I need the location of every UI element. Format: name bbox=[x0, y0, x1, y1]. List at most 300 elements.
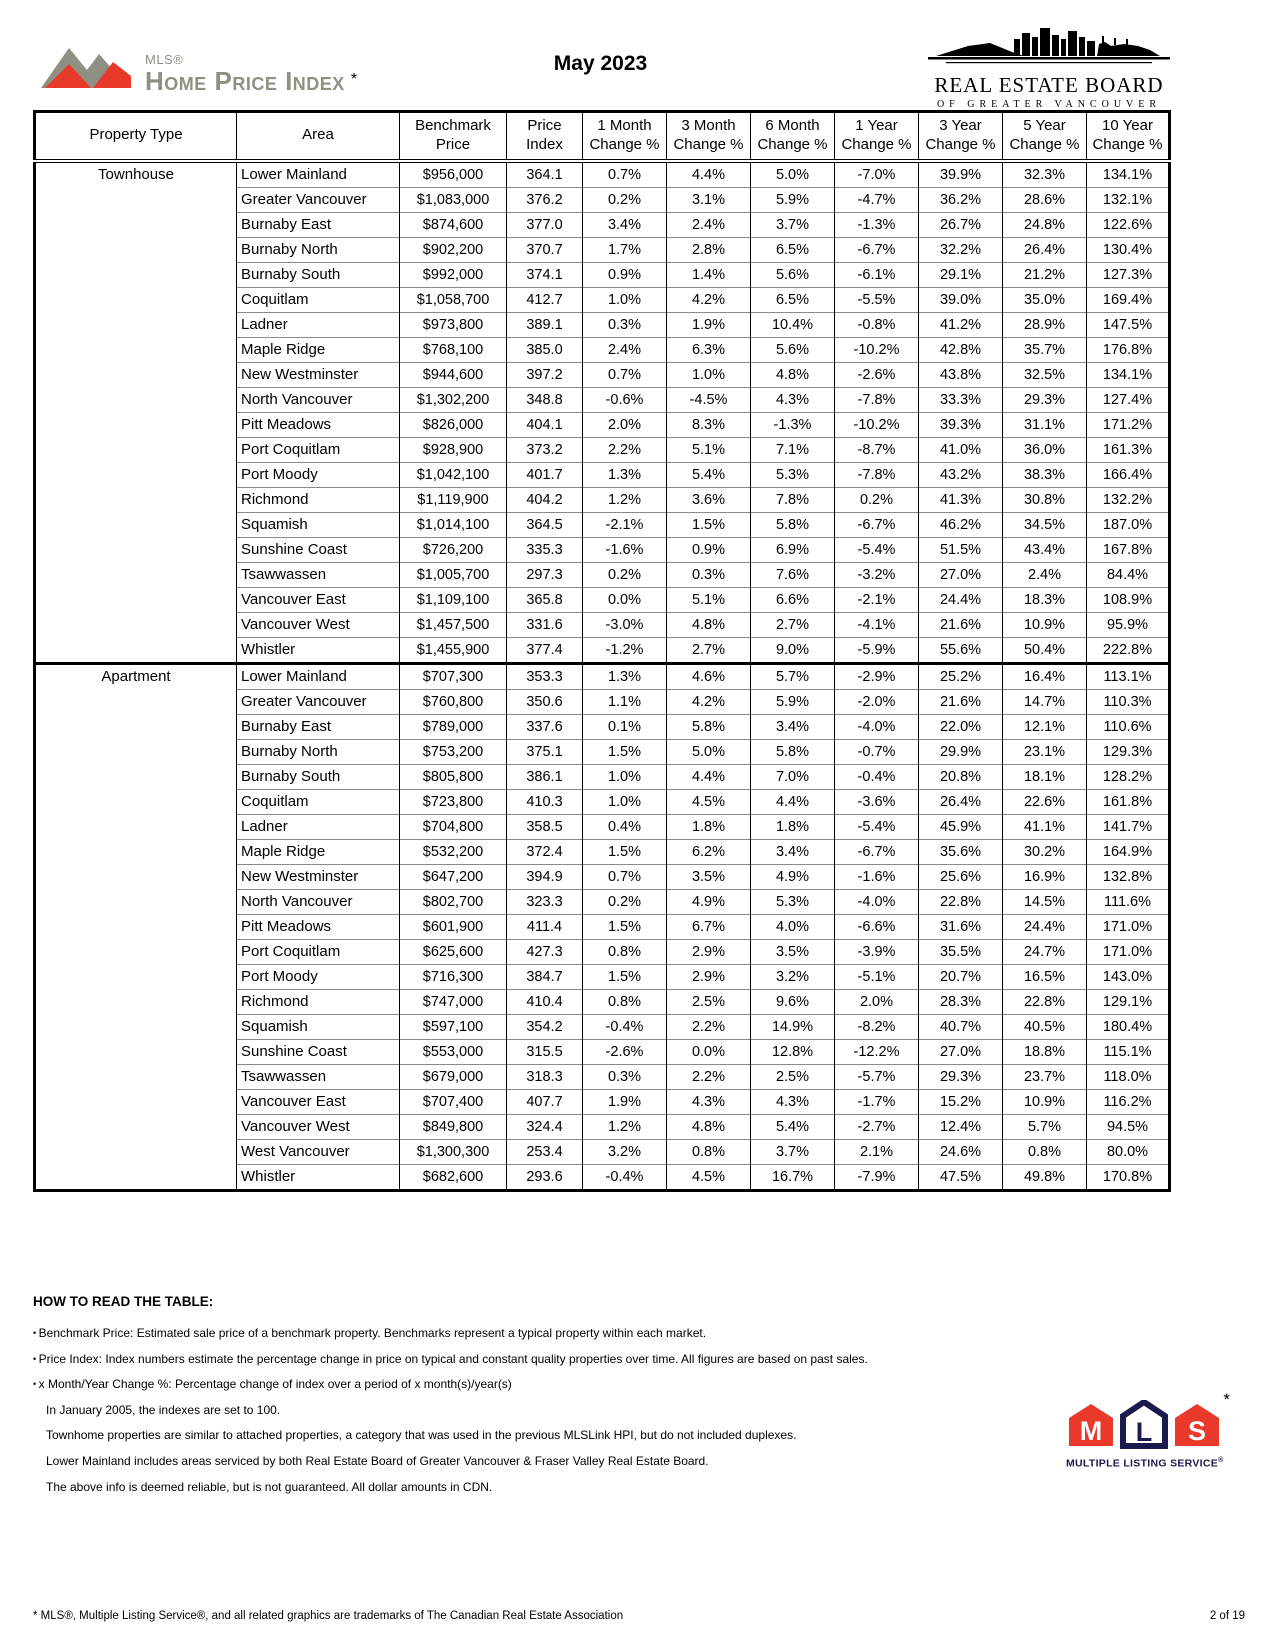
value-cell: 43.8% bbox=[919, 362, 1003, 387]
area-cell: Burnaby North bbox=[237, 237, 400, 262]
value-cell: $802,700 bbox=[400, 889, 507, 914]
area-cell: Port Moody bbox=[237, 462, 400, 487]
value-cell: 6.7% bbox=[667, 914, 751, 939]
value-cell: 5.6% bbox=[751, 337, 835, 362]
value-cell: 364.5 bbox=[507, 512, 583, 537]
value-cell: 3.4% bbox=[583, 212, 667, 237]
area-cell: Tsawwassen bbox=[237, 1064, 400, 1089]
value-cell: 4.2% bbox=[667, 689, 751, 714]
hpi-mls-label: MLS® bbox=[145, 52, 184, 67]
area-cell: Greater Vancouver bbox=[237, 187, 400, 212]
value-cell: 0.8% bbox=[667, 1139, 751, 1164]
value-cell: 161.8% bbox=[1087, 789, 1170, 814]
area-cell: Vancouver East bbox=[237, 1089, 400, 1114]
value-cell: -6.7% bbox=[835, 839, 919, 864]
area-cell: Maple Ridge bbox=[237, 337, 400, 362]
value-cell: 5.4% bbox=[751, 1114, 835, 1139]
value-cell: -8.2% bbox=[835, 1014, 919, 1039]
value-cell: 35.7% bbox=[1003, 337, 1087, 362]
value-cell: 0.9% bbox=[667, 537, 751, 562]
area-cell: Ladner bbox=[237, 312, 400, 337]
svg-text:S: S bbox=[1187, 1416, 1207, 1446]
value-cell: -4.7% bbox=[835, 187, 919, 212]
value-cell: $532,200 bbox=[400, 839, 507, 864]
value-cell: 375.1 bbox=[507, 739, 583, 764]
value-cell: -0.7% bbox=[835, 739, 919, 764]
value-cell: $1,457,500 bbox=[400, 612, 507, 637]
value-cell: 28.9% bbox=[1003, 312, 1087, 337]
value-cell: $944,600 bbox=[400, 362, 507, 387]
value-cell: 331.6 bbox=[507, 612, 583, 637]
value-cell: 4.5% bbox=[667, 1164, 751, 1190]
value-cell: 401.7 bbox=[507, 462, 583, 487]
value-cell: 3.5% bbox=[751, 939, 835, 964]
registered-mark: ® bbox=[1218, 1457, 1224, 1464]
value-cell: 384.7 bbox=[507, 964, 583, 989]
value-cell: 20.7% bbox=[919, 964, 1003, 989]
value-cell: $1,005,700 bbox=[400, 562, 507, 587]
property-type-cell: Apartment bbox=[35, 663, 237, 1190]
value-cell: 0.2% bbox=[583, 562, 667, 587]
area-cell: West Vancouver bbox=[237, 1139, 400, 1164]
value-cell: -0.4% bbox=[835, 764, 919, 789]
note-lower-mainland: Lower Mainland includes areas serviced by both Real Estate Board of Greater Vancouver & Fraser Valley Real Estate Board. bbox=[46, 1453, 709, 1468]
value-cell: 134.1% bbox=[1087, 161, 1170, 188]
value-cell: 5.7% bbox=[751, 663, 835, 689]
value-cell: 376.2 bbox=[507, 187, 583, 212]
mls-caption-text: MULTIPLE LISTING SERVICE bbox=[1066, 1457, 1219, 1470]
value-cell: -7.8% bbox=[835, 462, 919, 487]
value-cell: 16.4% bbox=[1003, 663, 1087, 689]
value-cell: 22.0% bbox=[919, 714, 1003, 739]
value-cell: 51.5% bbox=[919, 537, 1003, 562]
value-cell: 132.2% bbox=[1087, 487, 1170, 512]
hpi-table bbox=[33, 110, 1171, 1192]
value-cell: $928,900 bbox=[400, 437, 507, 462]
value-cell: 94.5% bbox=[1087, 1114, 1170, 1139]
value-cell: -4.1% bbox=[835, 612, 919, 637]
value-cell: $760,800 bbox=[400, 689, 507, 714]
value-cell: $625,600 bbox=[400, 939, 507, 964]
value-cell: 1.5% bbox=[667, 512, 751, 537]
value-cell: $704,800 bbox=[400, 814, 507, 839]
value-cell: 41.1% bbox=[1003, 814, 1087, 839]
area-cell: Lower Mainland bbox=[237, 663, 400, 689]
value-cell: 2.2% bbox=[667, 1064, 751, 1089]
value-cell: 171.0% bbox=[1087, 914, 1170, 939]
value-cell: 167.8% bbox=[1087, 537, 1170, 562]
value-cell: 25.2% bbox=[919, 663, 1003, 689]
value-cell: 348.8 bbox=[507, 387, 583, 412]
header-row bbox=[35, 112, 1170, 161]
page-footer bbox=[33, 1610, 1245, 1622]
value-cell: 404.2 bbox=[507, 487, 583, 512]
value-cell: 2.1% bbox=[835, 1139, 919, 1164]
value-cell: -0.4% bbox=[583, 1014, 667, 1039]
value-cell: -5.4% bbox=[835, 537, 919, 562]
value-cell: 45.9% bbox=[919, 814, 1003, 839]
value-cell: 29.1% bbox=[919, 262, 1003, 287]
value-cell: -4.5% bbox=[667, 387, 751, 412]
column-header: Price Index bbox=[507, 112, 583, 161]
value-cell: 95.9% bbox=[1087, 612, 1170, 637]
value-cell: 36.0% bbox=[1003, 437, 1087, 462]
value-cell: 2.7% bbox=[751, 612, 835, 637]
value-cell: $902,200 bbox=[400, 237, 507, 262]
value-cell: 14.7% bbox=[1003, 689, 1087, 714]
value-cell: 34.5% bbox=[1003, 512, 1087, 537]
value-cell: 0.2% bbox=[583, 187, 667, 212]
value-cell: 128.2% bbox=[1087, 764, 1170, 789]
value-cell: -10.2% bbox=[835, 412, 919, 437]
column-header: 3 Year Change % bbox=[919, 112, 1003, 161]
value-cell: 6.6% bbox=[751, 587, 835, 612]
value-cell: 407.7 bbox=[507, 1089, 583, 1114]
value-cell: 50.4% bbox=[1003, 637, 1087, 663]
value-cell: $874,600 bbox=[400, 212, 507, 237]
note-disclaimer: The above info is deemed reliable, but is not guaranteed. All dollar amounts in CDN. bbox=[46, 1479, 493, 1494]
value-cell: 21.6% bbox=[919, 612, 1003, 637]
column-header: 1 Month Change % bbox=[583, 112, 667, 161]
table-row bbox=[35, 663, 1170, 689]
value-cell: 0.8% bbox=[1003, 1139, 1087, 1164]
value-cell: 26.7% bbox=[919, 212, 1003, 237]
value-cell: 7.8% bbox=[751, 487, 835, 512]
value-cell: 386.1 bbox=[507, 764, 583, 789]
area-cell: Ladner bbox=[237, 814, 400, 839]
value-cell: 28.3% bbox=[919, 989, 1003, 1014]
value-cell: 134.1% bbox=[1087, 362, 1170, 387]
value-cell: 404.1 bbox=[507, 412, 583, 437]
area-cell: Burnaby South bbox=[237, 764, 400, 789]
board-name: REAL ESTATE BOARD bbox=[934, 73, 1164, 97]
value-cell: 35.0% bbox=[1003, 287, 1087, 312]
value-cell: 141.7% bbox=[1087, 814, 1170, 839]
value-cell: -2.0% bbox=[835, 689, 919, 714]
column-header: Property Type bbox=[35, 112, 237, 161]
value-cell: 4.9% bbox=[751, 864, 835, 889]
value-cell: $679,000 bbox=[400, 1064, 507, 1089]
value-cell: $753,200 bbox=[400, 739, 507, 764]
value-cell: 5.1% bbox=[667, 437, 751, 462]
area-cell: North Vancouver bbox=[237, 889, 400, 914]
value-cell: 0.3% bbox=[583, 1064, 667, 1089]
notes-section bbox=[33, 1294, 953, 1506]
value-cell: 377.4 bbox=[507, 637, 583, 663]
value-cell: 315.5 bbox=[507, 1039, 583, 1064]
value-cell: 2.0% bbox=[835, 989, 919, 1014]
value-cell: 29.3% bbox=[919, 1064, 1003, 1089]
value-cell: 5.4% bbox=[667, 462, 751, 487]
value-cell: 143.0% bbox=[1087, 964, 1170, 989]
column-header: 1 Year Change % bbox=[835, 112, 919, 161]
value-cell: 377.0 bbox=[507, 212, 583, 237]
value-cell: 43.2% bbox=[919, 462, 1003, 487]
value-cell: -2.6% bbox=[583, 1039, 667, 1064]
value-cell: -0.4% bbox=[583, 1164, 667, 1190]
value-cell: 1.5% bbox=[583, 739, 667, 764]
area-cell: Squamish bbox=[237, 1014, 400, 1039]
value-cell: 49.8% bbox=[1003, 1164, 1087, 1190]
area-cell: Whistler bbox=[237, 637, 400, 663]
value-cell: 4.5% bbox=[667, 789, 751, 814]
value-cell: 1.8% bbox=[667, 814, 751, 839]
value-cell: -0.6% bbox=[583, 387, 667, 412]
value-cell: 1.8% bbox=[751, 814, 835, 839]
area-cell: Pitt Meadows bbox=[237, 914, 400, 939]
value-cell: 318.3 bbox=[507, 1064, 583, 1089]
value-cell: 3.6% bbox=[667, 487, 751, 512]
value-cell: 6.2% bbox=[667, 839, 751, 864]
value-cell: 32.3% bbox=[1003, 161, 1087, 188]
value-cell: 293.6 bbox=[507, 1164, 583, 1190]
value-cell: 394.9 bbox=[507, 864, 583, 889]
value-cell: $789,000 bbox=[400, 714, 507, 739]
value-cell: 164.9% bbox=[1087, 839, 1170, 864]
value-cell: 24.8% bbox=[1003, 212, 1087, 237]
area-cell: Port Coquitlam bbox=[237, 939, 400, 964]
value-cell: 4.8% bbox=[751, 362, 835, 387]
value-cell: 12.8% bbox=[751, 1039, 835, 1064]
value-cell: -6.6% bbox=[835, 914, 919, 939]
value-cell: 1.0% bbox=[583, 764, 667, 789]
value-cell: 358.5 bbox=[507, 814, 583, 839]
value-cell: 25.6% bbox=[919, 864, 1003, 889]
value-cell: 3.1% bbox=[667, 187, 751, 212]
value-cell: 115.1% bbox=[1087, 1039, 1170, 1064]
value-cell: 12.1% bbox=[1003, 714, 1087, 739]
value-cell: 3.4% bbox=[751, 839, 835, 864]
value-cell: 1.2% bbox=[583, 1114, 667, 1139]
value-cell: 15.2% bbox=[919, 1089, 1003, 1114]
value-cell: 2.7% bbox=[667, 637, 751, 663]
value-cell: 3.4% bbox=[751, 714, 835, 739]
value-cell: -2.1% bbox=[583, 512, 667, 537]
value-cell: 80.0% bbox=[1087, 1139, 1170, 1164]
value-cell: -7.0% bbox=[835, 161, 919, 188]
value-cell: 2.4% bbox=[583, 337, 667, 362]
value-cell: -1.6% bbox=[583, 537, 667, 562]
value-cell: 253.4 bbox=[507, 1139, 583, 1164]
value-cell: 2.2% bbox=[583, 437, 667, 462]
value-cell: 370.7 bbox=[507, 237, 583, 262]
area-cell: Richmond bbox=[237, 989, 400, 1014]
value-cell: 46.2% bbox=[919, 512, 1003, 537]
value-cell: 32.2% bbox=[919, 237, 1003, 262]
value-cell: 10.9% bbox=[1003, 1089, 1087, 1114]
value-cell: 130.4% bbox=[1087, 237, 1170, 262]
value-cell: -7.8% bbox=[835, 387, 919, 412]
value-cell: 26.4% bbox=[1003, 237, 1087, 262]
value-cell: 10.4% bbox=[751, 312, 835, 337]
value-cell: $1,058,700 bbox=[400, 287, 507, 312]
mls-caption bbox=[1066, 1457, 1222, 1470]
value-cell: -2.9% bbox=[835, 663, 919, 689]
value-cell: 116.2% bbox=[1087, 1089, 1170, 1114]
note-change-pct: • x Month/Year Change %: Percentage change of index over a period of x month(s)/year(s) bbox=[33, 1378, 953, 1391]
note-index-base: In January 2005, the indexes are set to 100. bbox=[46, 1402, 281, 1417]
trademark-note: * MLS®, Multiple Listing Service®, and all related graphics are trademarks of The Canadian Real Estate Association bbox=[33, 1610, 624, 1622]
mls-houses-icon bbox=[1068, 1400, 1220, 1450]
value-cell: $747,000 bbox=[400, 989, 507, 1014]
column-header: Benchmark Price bbox=[400, 112, 507, 161]
value-cell: 4.8% bbox=[667, 612, 751, 637]
value-cell: 3.2% bbox=[751, 964, 835, 989]
board-logo bbox=[928, 26, 1170, 110]
value-cell: -5.5% bbox=[835, 287, 919, 312]
value-cell: 3.7% bbox=[751, 212, 835, 237]
value-cell: 354.2 bbox=[507, 1014, 583, 1039]
value-cell: 4.4% bbox=[667, 161, 751, 188]
asterisk: * bbox=[1223, 1390, 1230, 1409]
value-cell: $553,000 bbox=[400, 1039, 507, 1064]
value-cell: 0.9% bbox=[583, 262, 667, 287]
area-cell: Squamish bbox=[237, 512, 400, 537]
value-cell: -5.7% bbox=[835, 1064, 919, 1089]
value-cell: 350.6 bbox=[507, 689, 583, 714]
value-cell: 6.5% bbox=[751, 287, 835, 312]
value-cell: 129.3% bbox=[1087, 739, 1170, 764]
value-cell: 39.0% bbox=[919, 287, 1003, 312]
value-cell: 42.8% bbox=[919, 337, 1003, 362]
area-cell: Sunshine Coast bbox=[237, 1039, 400, 1064]
value-cell: 18.8% bbox=[1003, 1039, 1087, 1064]
value-cell: 1.5% bbox=[583, 964, 667, 989]
value-cell: 29.9% bbox=[919, 739, 1003, 764]
value-cell: 32.5% bbox=[1003, 362, 1087, 387]
value-cell: 161.3% bbox=[1087, 437, 1170, 462]
value-cell: $849,800 bbox=[400, 1114, 507, 1139]
value-cell: 0.7% bbox=[583, 864, 667, 889]
value-cell: 427.3 bbox=[507, 939, 583, 964]
value-cell: 297.3 bbox=[507, 562, 583, 587]
value-cell: 323.3 bbox=[507, 889, 583, 914]
value-cell: $1,302,200 bbox=[400, 387, 507, 412]
value-cell: 166.4% bbox=[1087, 462, 1170, 487]
value-cell: 2.5% bbox=[667, 989, 751, 1014]
value-cell: 24.7% bbox=[1003, 939, 1087, 964]
area-cell: Greater Vancouver bbox=[237, 689, 400, 714]
table-row bbox=[35, 161, 1170, 188]
value-cell: -8.7% bbox=[835, 437, 919, 462]
area-cell: Coquitlam bbox=[237, 789, 400, 814]
value-cell: 55.6% bbox=[919, 637, 1003, 663]
svg-text:L: L bbox=[1135, 1417, 1153, 1447]
value-cell: -3.9% bbox=[835, 939, 919, 964]
value-cell: -6.7% bbox=[835, 237, 919, 262]
value-cell: 337.6 bbox=[507, 714, 583, 739]
value-cell: 411.4 bbox=[507, 914, 583, 939]
value-cell: $956,000 bbox=[400, 161, 507, 188]
value-cell: -1.7% bbox=[835, 1089, 919, 1114]
value-cell: 18.1% bbox=[1003, 764, 1087, 789]
value-cell: 4.3% bbox=[751, 387, 835, 412]
area-cell: Burnaby South bbox=[237, 262, 400, 287]
value-cell: 0.0% bbox=[667, 1039, 751, 1064]
value-cell: -2.1% bbox=[835, 587, 919, 612]
value-cell: 24.4% bbox=[1003, 914, 1087, 939]
area-cell: Coquitlam bbox=[237, 287, 400, 312]
report-date: May 2023 bbox=[553, 52, 648, 75]
value-cell: 0.3% bbox=[667, 562, 751, 587]
value-cell: 8.3% bbox=[667, 412, 751, 437]
value-cell: 40.7% bbox=[919, 1014, 1003, 1039]
value-cell: 4.9% bbox=[667, 889, 751, 914]
value-cell: 169.4% bbox=[1087, 287, 1170, 312]
value-cell: $707,300 bbox=[400, 663, 507, 689]
value-cell: 41.0% bbox=[919, 437, 1003, 462]
value-cell: -0.8% bbox=[835, 312, 919, 337]
value-cell: 38.3% bbox=[1003, 462, 1087, 487]
value-cell: 23.1% bbox=[1003, 739, 1087, 764]
value-cell: -12.2% bbox=[835, 1039, 919, 1064]
value-cell: $707,400 bbox=[400, 1089, 507, 1114]
value-cell: 27.0% bbox=[919, 1039, 1003, 1064]
value-cell: -4.0% bbox=[835, 714, 919, 739]
value-cell: $1,042,100 bbox=[400, 462, 507, 487]
hpi-title-text: Home Price Index bbox=[145, 66, 345, 96]
value-cell: 33.3% bbox=[919, 387, 1003, 412]
value-cell: 21.6% bbox=[919, 689, 1003, 714]
value-cell: $973,800 bbox=[400, 312, 507, 337]
value-cell: -4.0% bbox=[835, 889, 919, 914]
value-cell: 9.0% bbox=[751, 637, 835, 663]
value-cell: 5.8% bbox=[751, 512, 835, 537]
value-cell: 3.5% bbox=[667, 864, 751, 889]
value-cell: 20.8% bbox=[919, 764, 1003, 789]
value-cell: $682,600 bbox=[400, 1164, 507, 1190]
value-cell: 24.4% bbox=[919, 587, 1003, 612]
value-cell: -2.7% bbox=[835, 1114, 919, 1139]
value-cell: 5.8% bbox=[751, 739, 835, 764]
value-cell: 39.3% bbox=[919, 412, 1003, 437]
value-cell: 18.3% bbox=[1003, 587, 1087, 612]
value-cell: 187.0% bbox=[1087, 512, 1170, 537]
value-cell: 1.5% bbox=[583, 839, 667, 864]
note-townhome: Townhome properties are similar to attached properties, a category that was used in the previous MLSLink HPI, but do not included duplexes. bbox=[46, 1428, 797, 1443]
value-cell: 170.8% bbox=[1087, 1164, 1170, 1190]
value-cell: 47.5% bbox=[919, 1164, 1003, 1190]
value-cell: 5.7% bbox=[1003, 1114, 1087, 1139]
value-cell: 2.9% bbox=[667, 964, 751, 989]
value-cell: -3.2% bbox=[835, 562, 919, 587]
value-cell: 0.7% bbox=[583, 362, 667, 387]
value-cell: 365.8 bbox=[507, 587, 583, 612]
area-cell: Port Moody bbox=[237, 964, 400, 989]
note-benchmark-price: • Benchmark Price: Estimated sale price of a benchmark property. Benchmarks represent a typical property within each market. bbox=[33, 1327, 953, 1340]
value-cell: 6.5% bbox=[751, 237, 835, 262]
value-cell: -5.4% bbox=[835, 814, 919, 839]
value-cell: 410.3 bbox=[507, 789, 583, 814]
value-cell: $647,200 bbox=[400, 864, 507, 889]
area-cell: Maple Ridge bbox=[237, 839, 400, 864]
value-cell: 41.2% bbox=[919, 312, 1003, 337]
value-cell: 7.0% bbox=[751, 764, 835, 789]
value-cell: 5.9% bbox=[751, 187, 835, 212]
value-cell: -6.1% bbox=[835, 262, 919, 287]
value-cell: 16.5% bbox=[1003, 964, 1087, 989]
value-cell: $1,083,000 bbox=[400, 187, 507, 212]
value-cell: -3.6% bbox=[835, 789, 919, 814]
value-cell: 410.4 bbox=[507, 989, 583, 1014]
value-cell: $1,109,100 bbox=[400, 587, 507, 612]
value-cell: 5.9% bbox=[751, 689, 835, 714]
value-cell: 16.9% bbox=[1003, 864, 1087, 889]
area-cell: Pitt Meadows bbox=[237, 412, 400, 437]
value-cell: 30.2% bbox=[1003, 839, 1087, 864]
value-cell: 222.8% bbox=[1087, 637, 1170, 663]
value-cell: 4.3% bbox=[751, 1089, 835, 1114]
